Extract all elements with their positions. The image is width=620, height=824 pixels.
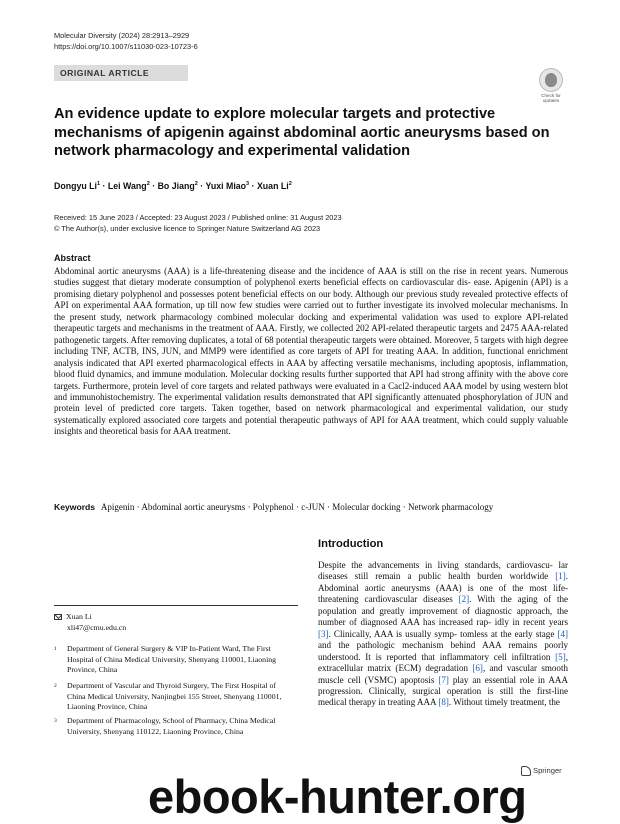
journal-citation: Molecular Diversity (2024) 28:2913–2929 [54,31,190,40]
affiliation-2: 2 Department of Vascular and Thyroid Surgery, The First Hospital of China Medical University, Nanjingbei 155 Street, Shenyang 110001, Liaoning Province, China [54,681,282,711]
citation-link[interactable]: [3] [318,628,329,639]
correspondence [54,612,126,633]
publisher-name: Springer [533,766,562,775]
citation-link[interactable]: [1] [555,571,566,582]
author-name[interactable]: Yuxi Miao [205,181,247,191]
corresponding-author: Xuan Li [66,612,92,621]
abstract-heading: Abstract [54,253,91,263]
author-affiliation-mark: 2 [194,181,198,188]
keywords-list: Apigenin · Abdominal aortic aneurysms · Polyphenol · c-JUN · Molecular docking · Network pharmacology [100,502,494,512]
author-name[interactable]: Dongyu Li [54,181,98,191]
corresponding-email[interactable]: xli47@cmu.edu.cn [67,622,127,632]
copyright-line: © The Author(s), under exclusive licence to Springer Nature Switzerland AG 2023 [54,223,321,233]
citation-link[interactable]: [2] [458,594,470,605]
author-name[interactable]: Xuan Li [256,181,289,191]
citation-link[interactable]: [5] [555,651,566,662]
introduction-heading: Introduction [318,538,384,550]
article-title: An evidence update to explore molecular targets and protective mechanisms of apigenin against abdominal aortic aneurysms based on network pharmacology and experimental validation [54,106,550,159]
author-name[interactable]: Lei Wang [107,181,147,191]
affiliation-3: 3 Department of Pharmacology, School of Pharmacy, China Medical University, Shenyang 110122, Liaoning Province, China [54,716,276,736]
dates-line: Received: 15 June 2023 / Accepted: 23 August 2023 / Published online: 31 August 2023 [54,213,342,222]
publisher-logo [521,766,562,776]
footnote-divider [54,605,298,606]
citation-link[interactable]: [7] [438,674,449,685]
keywords-heading: Keywords [54,502,96,512]
check-for-updates-label: Check for updates [541,93,561,103]
check-for-updates-icon [539,68,563,92]
keywords [54,502,568,512]
author-affiliation-mark: 2 [288,181,292,188]
citation-link[interactable]: [8] [438,697,449,708]
author-affiliation-mark: 2 [146,181,150,188]
author-affiliation-mark: 3 [246,181,250,188]
citation-link[interactable]: [4] [557,628,568,639]
citation-link[interactable]: [6] [472,663,483,674]
author-affiliation-mark: 1 [97,181,101,188]
watermark: ebook-hunter.org [148,770,527,823]
abstract-body: Abdominal aortic aneurysms (AAA) is a life-threatening disease and the incidence of AAA is still on the rise in recent years. Numerous studies suggest that dietary moderate consumption of polyphenol exerts beneficial effects on cardiovascular dis- ease. Apigenin (API) is a promising dietary polyphenol and possesses potent beneficial effects on our body. Although our previous study revealed protective effects of API on experimental AAA formation, up till now few studies were carried out to further investigate its involved molecular mechanisms. In the present study, network pharmacology combined molecular docking and experimental validation was used to explore API-related therapeutic targets and mechanisms in the treatment of AAA. Firstly, we collected 202 API-related therapeutic targets and 2475 AAA-related pathogenetic targets. After removing duplicates, a total of 68 potential therapeutic targets were obtained. Moreover, 5 targets with high degree including TNF, ACTB, INS, JUN, and MMP9 were identified as core targets of API for treating AAA. In addition, functional enrichment analysis indicated that API exerted pharmacological effects in AAA by affecting versatile mechanisms, including apoptosis, inflammation, blood fluid dynamics, and immune modulation. Molecular docking results further supported that API had strong affinity with the above core targets. Furthermore, protein level of core targets and related pathways were evaluated in a Cacl2-induced AAA model by using western blot and immunohistochemistry. The experimental validation results demonstrated that API significantly attenuated phosphorylation of JUN and protein level of predicted core targets. Taken together, based on network pharmacological and experimental validation, our study systematically explored associated core targets and potential therapeutic pathways of API for AAA treatment, which could supply valuable insights and theoretical basis for AAA treatment. [54,266,568,437]
affiliation-1: 1 Department of General Surgery & VIP In-Patient Ward, The First Hospital of China Medical University, Shenyang 110001, Liaoning Province, China [54,644,277,674]
envelope-icon [54,614,62,620]
doi-link[interactable]: https://doi.org/10.1007/s11030-023-10723-6 [54,41,198,51]
author-list: Dongyu $Li^1$ · Lei Wang$^2$ · Bo Jiang$^2$ · Yuxi Miao$^3$ · Xuan Li$^2$ [54,181,292,191]
check-for-updates-badge[interactable] [536,68,566,102]
author-name[interactable]: Bo Jiang [157,181,195,191]
publication-dates [54,213,342,234]
introduction-body: Despite the advancements in living standards, cardiovascu- lar diseases still remain a public health burden worldwide [1]. Abdominal aortic aneurysms (AAA) is one of the most life-threatening cardiovascular diseases [2]. With the aging of the population and greatly improvement of diagnostic approach, the number of diagnosed AAA has increased rap- idly in recent years [3]. Clinically, AAA is usually symp- tomless at the early stage [4] and the pathologic mechanism behind AAA remains poorly understood. It is reported that inflammatory cell infiltration [5], extracellular matrix (ECM) degradation [6], and vascular smooth muscle cell (VSMC) apoptosis [7] play an essential role in AAA progression. Clinically, surgical operation is still the first-line medical therapy in treating AAA [8]. Without timely treatment, the [318,560,569,708]
article-type-label: ORIGINAL ARTICLE [54,65,188,81]
journal-info [54,31,198,52]
